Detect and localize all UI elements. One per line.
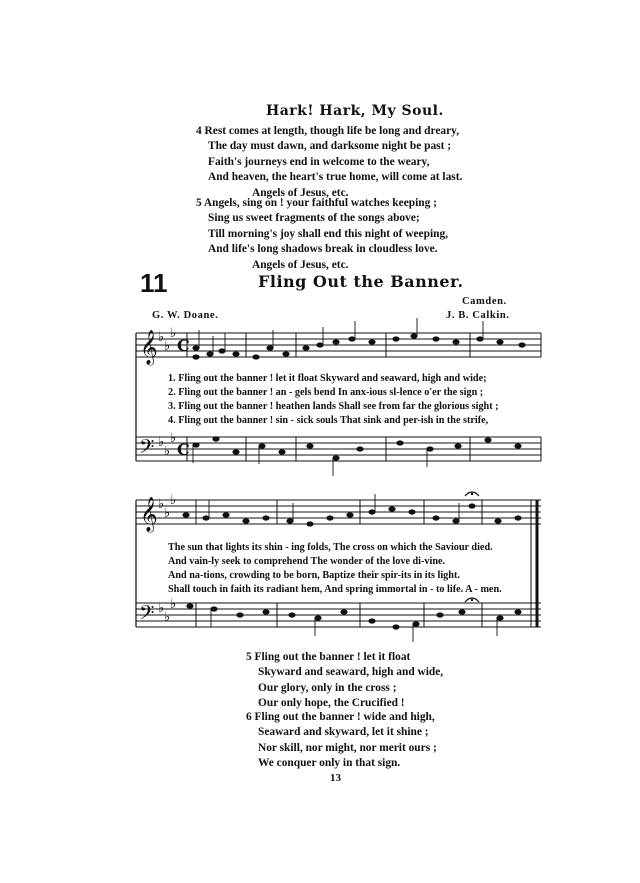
- lyric-line: 4. Fling out the banner ! sin - sick souls That sink and per-ish in the strife,: [168, 415, 489, 426]
- svg-text:♭: ♭: [164, 444, 171, 459]
- lyric-line: 3. Fling out the banner ! heathen lands Shall see from far the glorious sight ;: [168, 401, 499, 412]
- refrain-line: Angels of Jesus, etc.: [252, 258, 349, 271]
- svg-text:♭: ♭: [158, 497, 165, 512]
- verse-line: And life's long shadows break in cloudless love.: [208, 243, 438, 256]
- hymn-number: 11: [140, 268, 168, 298]
- verse-line: Our glory, only in the cross ;: [258, 681, 397, 694]
- tune-name: Camden.: [462, 296, 507, 307]
- svg-text:♭: ♭: [158, 330, 165, 345]
- svg-text:♭: ♭: [164, 339, 171, 354]
- verse-line: And heaven, the heart's true home, will come at last.: [208, 171, 463, 184]
- verse-line: We conquer only in that sign.: [258, 757, 401, 770]
- previous-hymn-title: Hark! Hark, My Soul.: [266, 103, 444, 119]
- lyric-line: 1. Fling out the banner ! let it float Skyward and seaward, high and wide;: [168, 373, 487, 384]
- svg-text:♭: ♭: [170, 597, 177, 612]
- verse-line: Nor skill, nor might, nor merit ours ;: [258, 741, 437, 754]
- verse-line: 5 Angels, sing on ! your faithful watches keeping ;: [196, 197, 437, 209]
- verse-line: Skyward and seaward, high and wide,: [258, 666, 444, 679]
- bass-clef-icon: 𝄢: [139, 435, 155, 463]
- verse-line: 6 Fling out the banner ! wide and high,: [246, 711, 435, 723]
- verse-line: 4 Rest comes at length, though life be long and dreary,: [196, 125, 460, 137]
- hymn-stanza-5: [246, 650, 443, 712]
- lyric-line: And vain-ly seek to comprehend The wonder of the love di-vine.: [168, 556, 446, 567]
- svg-text:♭: ♭: [170, 431, 177, 446]
- bass-clef-icon: 𝄢: [139, 601, 155, 629]
- hymn-title: Fling Out the Banner.: [258, 272, 464, 291]
- verse-line: Sing us sweet fragments of the songs above;: [208, 212, 420, 225]
- lyric-line: The sun that lights its shin - ing folds, The cross on which the Saviour died.: [168, 542, 493, 553]
- lyric-line: 2. Fling out the banner ! an - gels bend In anx-ious sl-lence o'er the sign ;: [168, 387, 484, 398]
- svg-text:♭: ♭: [164, 506, 171, 521]
- verse-line: Till morning's joy shall end this night of weeping,: [208, 227, 448, 240]
- hymn-stanza-6: [246, 710, 437, 772]
- page-number: 13: [330, 772, 341, 784]
- verse-line: The day must dawn, and darksome night be past ;: [208, 140, 452, 153]
- verse-line: Our only hope, the Crucified !: [258, 697, 405, 710]
- composer-credit: J. B. Calkin.: [446, 310, 510, 321]
- svg-text:♭: ♭: [158, 601, 165, 616]
- verse-line: Faith's journeys end in welcome to the weary,: [208, 155, 430, 168]
- treble-clef-icon: 𝄞: [140, 497, 158, 532]
- treble-clef-icon: 𝄞: [140, 330, 158, 365]
- verse-line: 5 Fling out the banner ! let it float: [246, 651, 411, 663]
- time-signature: C: [177, 440, 190, 459]
- verse-line: Seaward and skyward, let it shine ;: [258, 726, 429, 739]
- svg-text:♭: ♭: [158, 435, 165, 450]
- time-signature: C: [177, 336, 190, 355]
- lyric-line: And na-tions, crowding to be born, Baptize their spir-its in its light.: [168, 570, 460, 581]
- lyric-line: Shall touch in faith its radiant hem, And spring immortal in - to life. A - men.: [168, 584, 502, 595]
- author-credit: G. W. Doane.: [152, 310, 219, 321]
- svg-text:♭: ♭: [164, 610, 171, 625]
- svg-text:♭: ♭: [170, 493, 177, 508]
- refrain-line: Angels of Jesus, etc.: [252, 186, 349, 199]
- svg-text:♭: ♭: [170, 326, 177, 341]
